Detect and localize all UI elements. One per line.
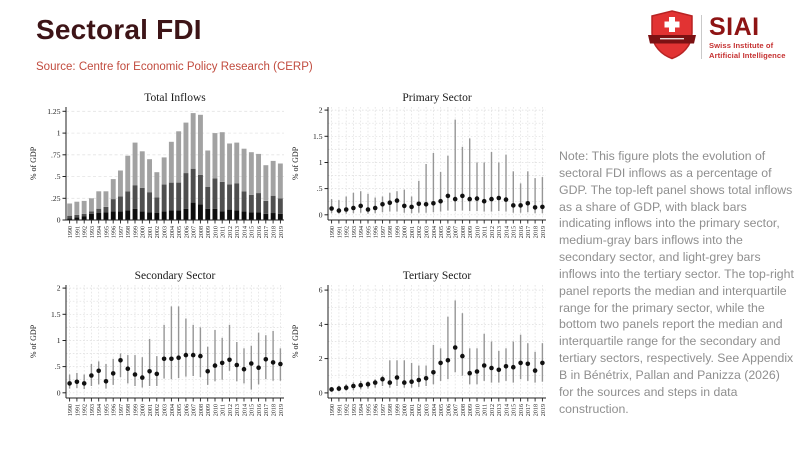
svg-text:1998: 1998 <box>388 226 395 239</box>
svg-text:2006: 2006 <box>184 226 191 239</box>
chart-svg <box>290 268 552 446</box>
svg-text:% of GDP: % of GDP <box>29 146 38 181</box>
svg-text:1996: 1996 <box>111 404 118 417</box>
svg-text:2003: 2003 <box>424 404 431 417</box>
svg-text:2009: 2009 <box>468 404 475 417</box>
svg-text:2005: 2005 <box>177 226 183 239</box>
svg-text:1994: 1994 <box>97 226 104 239</box>
svg-text:.5: .5 <box>54 362 61 372</box>
svg-text:2014: 2014 <box>242 226 249 239</box>
source-line: Source: Centre for Economic Policy Research (CERP) <box>36 61 313 73</box>
svg-text:1994: 1994 <box>97 404 104 417</box>
svg-text:0: 0 <box>318 388 323 398</box>
svg-text:2002: 2002 <box>417 404 424 417</box>
svg-text:2009: 2009 <box>206 404 213 417</box>
svg-text:2013: 2013 <box>235 404 242 417</box>
svg-text:Tertiary Sector: Tertiary Sector <box>402 270 472 282</box>
svg-text:2008: 2008 <box>198 226 205 239</box>
svg-text:1: 1 <box>56 336 61 346</box>
svg-text:2017: 2017 <box>526 404 533 417</box>
svg-text:% of GDP: % of GDP <box>291 146 300 181</box>
svg-text:2008: 2008 <box>198 404 205 417</box>
svg-text:1999: 1999 <box>395 404 402 417</box>
svg-text:2000: 2000 <box>140 226 147 239</box>
svg-text:1997: 1997 <box>380 226 387 239</box>
svg-text:2012: 2012 <box>227 404 234 417</box>
svg-text:2000: 2000 <box>402 226 409 239</box>
svg-text:1994: 1994 <box>359 226 366 239</box>
svg-text:1998: 1998 <box>126 226 133 239</box>
svg-text:2007: 2007 <box>453 226 460 239</box>
svg-text:2010: 2010 <box>213 404 220 417</box>
svg-text:2011: 2011 <box>482 226 489 238</box>
svg-text:2014: 2014 <box>504 226 511 239</box>
svg-text:2002: 2002 <box>417 226 424 239</box>
svg-text:2016: 2016 <box>519 404 525 417</box>
svg-text:2015: 2015 <box>511 226 518 239</box>
svg-text:2001: 2001 <box>148 226 154 239</box>
charts-grid <box>28 90 552 446</box>
svg-text:2002: 2002 <box>155 404 162 417</box>
svg-text:2018: 2018 <box>533 404 540 417</box>
svg-text:2003: 2003 <box>162 226 169 239</box>
svg-text:1995: 1995 <box>366 226 373 239</box>
svg-text:2006: 2006 <box>446 226 453 239</box>
svg-text:1991: 1991 <box>75 226 82 239</box>
svg-text:1993: 1993 <box>89 404 96 417</box>
svg-text:2006: 2006 <box>446 404 453 417</box>
svg-text:2010: 2010 <box>475 226 482 239</box>
svg-text:1999: 1999 <box>133 404 140 417</box>
svg-text:2004: 2004 <box>431 404 438 417</box>
svg-text:1994: 1994 <box>359 404 366 417</box>
svg-text:1993: 1993 <box>351 404 358 417</box>
svg-text:1990: 1990 <box>330 226 336 239</box>
svg-text:2005: 2005 <box>177 404 183 417</box>
siai-logo <box>648 10 796 64</box>
svg-text:2011: 2011 <box>220 226 227 238</box>
svg-text:1990: 1990 <box>330 404 336 417</box>
svg-text:2000: 2000 <box>402 404 409 417</box>
svg-text:2004: 2004 <box>431 226 438 239</box>
chart-total-inflows <box>28 90 290 268</box>
svg-text:1: 1 <box>318 158 323 168</box>
svg-text:2: 2 <box>56 283 61 293</box>
svg-text:2019: 2019 <box>540 225 547 239</box>
logo-acronym: SIAI <box>709 12 760 41</box>
logo-name-line1: Swiss Institute of <box>709 40 774 50</box>
svg-text:Secondary Sector: Secondary Sector <box>134 270 216 282</box>
svg-text:.75: .75 <box>51 150 61 160</box>
svg-text:1996: 1996 <box>373 226 380 239</box>
svg-text:2016: 2016 <box>257 226 263 239</box>
svg-text:1993: 1993 <box>89 226 96 239</box>
svg-text:4: 4 <box>318 320 323 329</box>
svg-text:1995: 1995 <box>104 404 111 417</box>
svg-text:1999: 1999 <box>133 226 140 239</box>
svg-text:1996: 1996 <box>373 404 380 417</box>
svg-text:2004: 2004 <box>169 404 176 417</box>
logo-name-line2: Artificial Intelligence <box>709 50 786 60</box>
chart-secondary-sector <box>28 268 290 446</box>
svg-text:2014: 2014 <box>242 404 249 417</box>
svg-text:1998: 1998 <box>388 404 395 417</box>
svg-text:2013: 2013 <box>235 226 242 239</box>
svg-text:2018: 2018 <box>533 226 540 239</box>
svg-text:2003: 2003 <box>162 404 169 417</box>
svg-text:2019: 2019 <box>278 404 285 417</box>
logo-divider <box>701 15 702 59</box>
svg-text:2001: 2001 <box>148 404 154 417</box>
svg-text:% of GDP: % of GDP <box>291 324 300 359</box>
svg-text:1992: 1992 <box>82 226 89 239</box>
svg-text:2010: 2010 <box>475 404 482 417</box>
svg-text:2017: 2017 <box>264 404 271 417</box>
svg-text:2002: 2002 <box>155 226 162 239</box>
page-title: Sectoral FDI <box>36 14 202 45</box>
svg-text:1997: 1997 <box>380 404 387 417</box>
svg-text:2012: 2012 <box>489 226 496 239</box>
svg-text:2012: 2012 <box>227 226 234 239</box>
svg-text:0: 0 <box>56 388 61 398</box>
svg-text:1990: 1990 <box>68 404 74 417</box>
svg-text:1999: 1999 <box>395 226 402 239</box>
svg-text:1991: 1991 <box>337 404 344 417</box>
svg-text:2009: 2009 <box>206 226 213 239</box>
svg-text:0: 0 <box>318 210 323 220</box>
svg-text:.25: .25 <box>51 193 61 203</box>
svg-text:2014: 2014 <box>504 404 511 417</box>
svg-text:1990: 1990 <box>68 226 74 239</box>
svg-text:2001: 2001 <box>410 226 416 239</box>
svg-text:1.5: 1.5 <box>51 309 61 319</box>
svg-text:2011: 2011 <box>482 404 489 416</box>
svg-text:2: 2 <box>318 354 323 364</box>
svg-text:2013: 2013 <box>497 226 504 239</box>
svg-text:2018: 2018 <box>271 226 278 239</box>
svg-text:1991: 1991 <box>337 226 344 239</box>
svg-text:1992: 1992 <box>82 404 89 417</box>
svg-text:0: 0 <box>56 215 61 225</box>
svg-text:2005: 2005 <box>439 404 445 417</box>
svg-text:1992: 1992 <box>344 404 351 417</box>
svg-text:2001: 2001 <box>410 404 416 417</box>
svg-text:.5: .5 <box>316 184 323 194</box>
svg-text:2012: 2012 <box>489 404 496 417</box>
svg-text:2: 2 <box>318 105 323 115</box>
svg-text:.5: .5 <box>54 172 61 182</box>
svg-text:2017: 2017 <box>526 226 533 239</box>
svg-text:6: 6 <box>318 285 323 295</box>
svg-text:2016: 2016 <box>519 226 525 239</box>
svg-text:1: 1 <box>56 128 61 138</box>
shield-logo-icon <box>648 9 696 66</box>
svg-text:2003: 2003 <box>424 226 431 239</box>
svg-text:2004: 2004 <box>169 226 176 239</box>
svg-text:2009: 2009 <box>468 226 475 239</box>
svg-text:2007: 2007 <box>191 404 198 417</box>
svg-text:2007: 2007 <box>191 226 198 239</box>
svg-text:1.5: 1.5 <box>313 131 323 141</box>
svg-text:2015: 2015 <box>249 404 256 417</box>
svg-text:2019: 2019 <box>540 404 547 417</box>
svg-text:2006: 2006 <box>184 404 191 417</box>
svg-text:2019: 2019 <box>278 225 285 239</box>
svg-text:2015: 2015 <box>249 226 256 239</box>
chart-primary-sector <box>290 90 552 268</box>
svg-text:1997: 1997 <box>118 404 125 417</box>
svg-text:Total Inflows: Total Inflows <box>144 92 206 104</box>
svg-text:1995: 1995 <box>104 226 111 239</box>
svg-text:2007: 2007 <box>453 404 460 417</box>
svg-text:Primary Sector: Primary Sector <box>402 92 472 104</box>
svg-text:1993: 1993 <box>351 226 358 239</box>
svg-text:2008: 2008 <box>460 226 467 239</box>
svg-text:2010: 2010 <box>213 226 220 239</box>
svg-text:1996: 1996 <box>111 226 118 239</box>
svg-text:1997: 1997 <box>118 226 125 239</box>
svg-text:2011: 2011 <box>220 404 227 416</box>
svg-text:2013: 2013 <box>497 404 504 417</box>
chart-tertiary-sector <box>290 268 552 446</box>
svg-text:2016: 2016 <box>257 404 263 417</box>
svg-text:1.25: 1.25 <box>47 106 61 116</box>
chart-svg <box>290 90 552 268</box>
svg-text:1998: 1998 <box>126 404 133 417</box>
svg-text:% of GDP: % of GDP <box>29 324 38 359</box>
svg-text:2005: 2005 <box>439 226 445 239</box>
svg-text:2018: 2018 <box>271 404 278 417</box>
svg-text:1991: 1991 <box>75 404 82 417</box>
svg-text:2017: 2017 <box>264 226 271 239</box>
svg-text:1992: 1992 <box>344 226 351 239</box>
svg-text:2000: 2000 <box>140 404 147 417</box>
svg-text:1995: 1995 <box>366 404 373 417</box>
chart-svg <box>28 268 290 446</box>
note-text: Note: This figure plots the evolution of sectoral FDI inflows as a percentage of GDP. The top-left panel shows total inflows as a share of GDP, with black bars indicating inflows into the primary sector, medium-gray bars inflows into the secondary sector, and light-grey bars inflows into the tertiary sector. The top-right panel reports the median and interquartile range for the primary sector, while the bottom two panels report the median and interquartile range for the secondary and tertiary sectors, respectively. See Appendix B in Bénétrix, Pallan and Panizza (2026) for the sources and steps in data construction. <box>559 149 794 416</box>
svg-text:2008: 2008 <box>460 404 467 417</box>
svg-text:2015: 2015 <box>511 404 518 417</box>
chart-svg <box>28 90 290 268</box>
